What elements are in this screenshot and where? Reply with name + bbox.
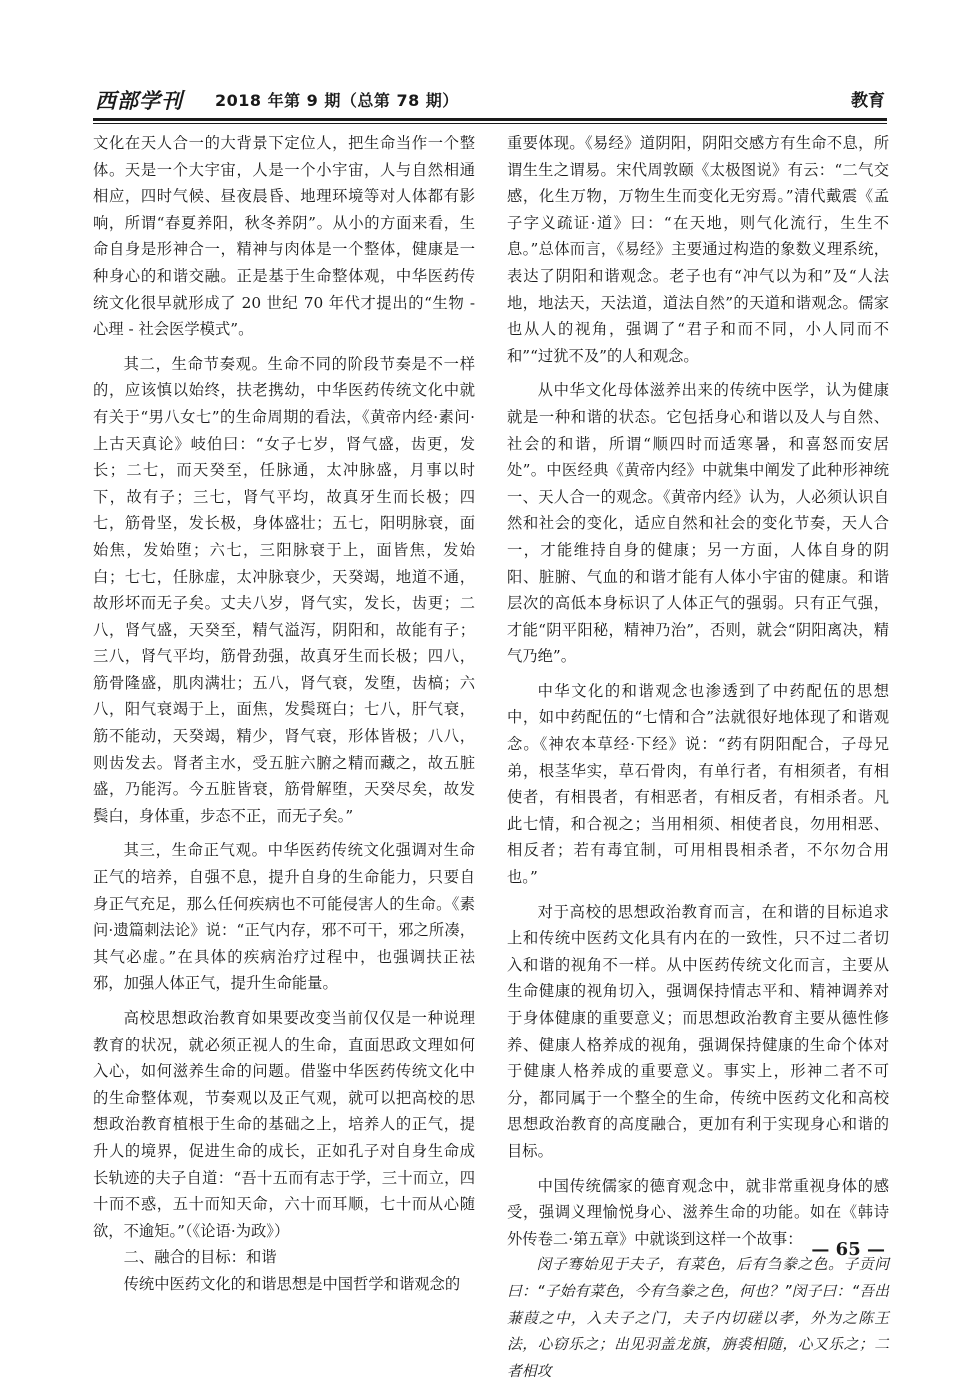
header-rule-thin — [93, 123, 887, 124]
paragraph: 中华文化的和谐观念也渗透到了中药配伍的思想中，如中药配伍的“七情和合”法就很好地体现了和谐观念。《神农本草经·下经》说：“药有阴阳配合，子母兄弟，根茎华实，草石骨肉，有单行者，有相须者，有相使者，有相畏者，有相恶者，有相反者，有相杀者。凡此七情，和合视之；当用相须、相使者良，勿用相恶、相反者；若有毒宜制，可用相畏相杀者，不尔勿合用也。” — [507, 681, 889, 887]
header-rule-thick — [93, 118, 887, 121]
paragraph: 中国传统儒家的德育观念中，就非常重视身体的感受，强调义理愉悦身心、滋养生命的功能。如在《韩诗外传卷二·第五章》中就谈到这样一个故事： — [507, 1176, 889, 1248]
left-column — [93, 130, 475, 1298]
paragraph: 高校思想政治教育如果要改变当前仅仅是一种说理教育的状况，就必须正视人的生命，直面思政文理如何入心，如何滋养生命的问题。借鉴中华医药传统文化中的生命整体观，节奏观以及正气观，就可以把高校的思想政治教育植根于生命的基础之上，培养人的正气，提升人的境界，促进生命的成长，正如孔子对自身生命成长轨迹的夫子自道：“吾十五而有志于学，三十而立，四十而不惑，五十而知天命，六十而耳顺，七十而从心随欲，不逾矩。”（《论语·为政》） — [93, 1009, 475, 1240]
paragraph: 文化在天人合一的大背景下定位人，把生命当作一个整体。天是一个大宇宙，人是一个小宇宙，人与自然相通相应，四时气候、昼夜晨昏、地理环境等对人体都有影响，所谓“春夏养阳，秋冬养阴”。从小的方面来看，生命自身是形神合一，精神与肉体是一个整体，健康是一种身心的和谐交融。正是基于生命整体观，中华医药传统文化很早就形成了 20 世纪 70 年代才提出的“生物 - 心理 - 社会医学模式”。 — [93, 134, 475, 339]
paragraph: 对于高校的思想政治教育而言，在和谐的目标追求上和传统中医药文化具有内在的一致性，只不过二者切入和谐的视角不一样。从中医药传统文化而言，主要从生命健康的视角切入，强调保持情志平和、精神调养对于身体健康的重要意义；而思想政治教育主要从德性修养、健康人格养成的视角，强调保持健康的生命个体对于健康人格养成的重要意义。事实上，形神二者不可分，都同属于一个整全的生命，传统中医药文化和高校思想政治教育的高度融合，更加有利于实现身心和谐的目标。 — [507, 902, 889, 1160]
paragraph: 其二，生命节奏观。生命不同的阶段节奏是不一样的，应该慎以始终，扶老携幼，中华医药传统文化中就有关于“男八女七”的生命周期的看法，《黄帝内经·素问·上古天真论》岐伯曰：“女子七岁，肾气盛，齿更，发长；二七，而天癸至，任脉通，太冲脉盛，月事以时下，故有子；三七，肾气平均，故真牙生而长极；四七，筋骨坚，发长极，身体盛壮；五七，阳明脉衰，面始焦，发始堕；六七，三阳脉衰于上，面皆焦，发始白；七七，任脉虚，太冲脉衰少，天癸竭，地道不通，故形坏而无子矣。丈夫八岁，肾气实，发长，齿更；二八，肾气盛，天癸至，精气溢泻，阴阳和，故能有子；三八，肾气平均，筋骨劲强，故真牙生而长极；四八，筋骨隆盛，肌肉满壮；五八，肾气衰，发堕，齿槁；六八，阳气衰竭于上，面焦，发鬓斑白；七八，肝气衰，筋不能动，天癸竭，精少，肾气衰，形体皆极；八八，则齿发去。肾者主水，受五脏六腑之精而藏之，故五脏盛，乃能泻。今五脏皆衰，筋骨解堕，天癸尽矣，故发鬓白，身体重，步态不正，而无子矣。” — [93, 354, 475, 825]
paragraph: 其三，生命正气观。中华医药传统文化强调对生命正气的培养，自强不息，提升自身的生命能力，只要自身正气充足，那么任何疾病也不可能侵害人的生命。《素问·遗篇刺法论》说：“正气内存，邪不可干，邪之所凑，其气必虚。”在具体的疾病治疗过程中，也强调扶正祛邪，加强人体正气，提升生命能量。 — [93, 841, 475, 993]
paragraph: 传统中医药文化的和谐思想是中国哲学和谐观念的 — [123, 1274, 461, 1293]
issue-info: 2018 年第 9 期（总第 78 期） — [215, 91, 459, 110]
section-heading: 二、融合的目标：和谐 — [123, 1248, 277, 1267]
paragraph: 从中华文化母体滋养出来的传统中医学，认为健康就是一种和谐的状态。它包括身心和谐以及人与自然、社会的和谐，所谓“顺四时而适寒暑，和喜怒而安居处”。中医经典《黄帝内经》中就集中阐发了此种形神统一、天人合一的观念。《黄帝内经》认为，人必须认识自然和社会的变化，适应自然和社会的变化节奏，天人合一，才能维持自身的健康；另一方面，人体自身的阴阳、脏腑、气血的和谐才能有人体小宇宙的健康。和谐层次的高低本身标识了人体正气的强弱。只有正气强，才能“阴平阳秘，精神乃治”，否则，就会“阴阳离决，精气乃绝”。 — [507, 381, 889, 666]
page-number: — 65 — — [811, 1239, 885, 1260]
section-title: 教育 — [851, 91, 885, 111]
journal-name: 西部学刊 — [95, 89, 183, 113]
paragraph: 重要体现。《易经》道阴阳，阴阳交感方有生命不息，所谓生生之谓易。宋代周敦颐《太极图说》有云：“二气交感，化生万物，万物生生而变化无穷焉。”清代戴震《孟子字义疏证·道》曰：“在天地，则气化流行，生生不息。”总体而言，《易经》主要通过构造的象数义理系统，表达了阴阳和谐观念。老子也有“冲气以为和”及“人法地，地法天，天法道，道法自然”的天道和谐观念。儒家也从人的视角，强调了“君子和而不同，小人同而不和”“过犹不及”的人和观念。 — [507, 134, 889, 365]
quotation: 闵子骞始见于夫子，有菜色，后有刍豢之色。子贡问曰：“子始有菜色，今有刍豢之色，何也？”闵子曰：“吾出蒹葭之中，入夫子之门，夫子内切磋以孝，外为之陈王法，心窃乐之；出见羽盖龙旗，旃裘相随，心又乐之；二者相攻 — [507, 1256, 889, 1380]
right-column — [507, 130, 889, 1385]
